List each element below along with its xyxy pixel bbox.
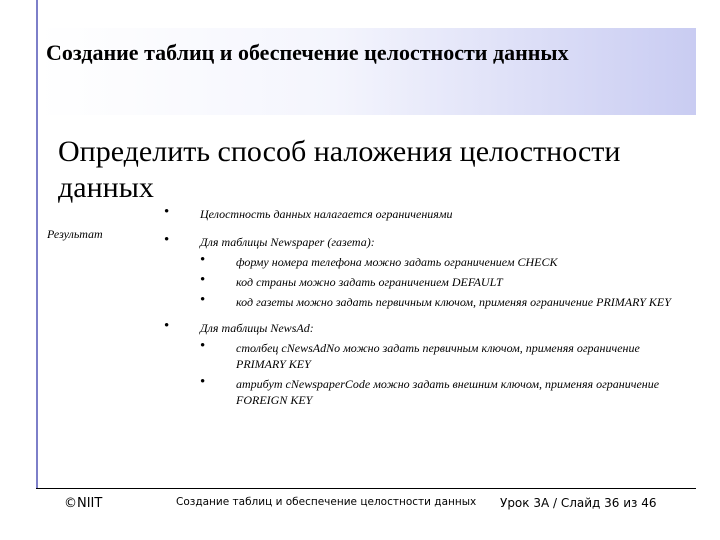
result-label: Результат [47, 227, 103, 241]
bullet-icon: • [164, 232, 170, 248]
sub-bullet-item [200, 274, 680, 290]
sub-bullet-text: столбец cNewsAdNo можно задать первичным ключом, применяя ограничение PRIMARY KEY [236, 341, 640, 371]
sub-bullet-item [200, 294, 680, 310]
bullet-icon: • [164, 204, 170, 220]
sub-bullet-text: форму номера телефона можно задать ограничением CHECK [236, 255, 558, 269]
bullet-icon: • [200, 338, 206, 354]
bullet-list [160, 206, 680, 418]
sub-bullet-text: код газеты можно задать первичным ключом, применяя ограничение PRIMARY KEY [236, 295, 671, 309]
bullet-icon: • [164, 318, 170, 334]
bullet-icon: • [200, 292, 206, 308]
footer-copyright: ©NIIT [64, 496, 103, 511]
slide-title: Создание таблиц и обеспечение целостности данных [46, 40, 569, 65]
bullet-icon: • [200, 272, 206, 288]
footer-slide-number: Урок 3А / Слайд 36 из 46 [500, 496, 657, 510]
bullet-text: Целостность данных налагается ограничениями [200, 207, 453, 221]
sub-bullet-text: атрибут cNewspaperCode можно задать внешним ключом, применяя ограничение FOREIGN KEY [236, 377, 660, 407]
bullet-item [160, 206, 680, 222]
sub-bullet-item [200, 376, 680, 408]
footer-course-title: Создание таблиц и обеспечение целостности данных [176, 496, 477, 508]
bullet-text: Для таблицы Newspaper (газета): [200, 235, 375, 249]
sub-bullet-text: код страны можно задать ограничением DEFAULT [236, 275, 503, 289]
slide-heading: Определить способ наложения целостности данных [58, 135, 621, 204]
bullet-icon: • [200, 252, 206, 268]
bullet-item [160, 234, 680, 310]
footer-divider [36, 488, 696, 489]
bullet-icon: • [200, 374, 206, 390]
bullet-text: Для таблицы NewsAd: [200, 321, 314, 335]
sub-bullet-item [200, 254, 680, 270]
sub-bullet-item [200, 340, 680, 372]
bullet-item [160, 320, 680, 408]
